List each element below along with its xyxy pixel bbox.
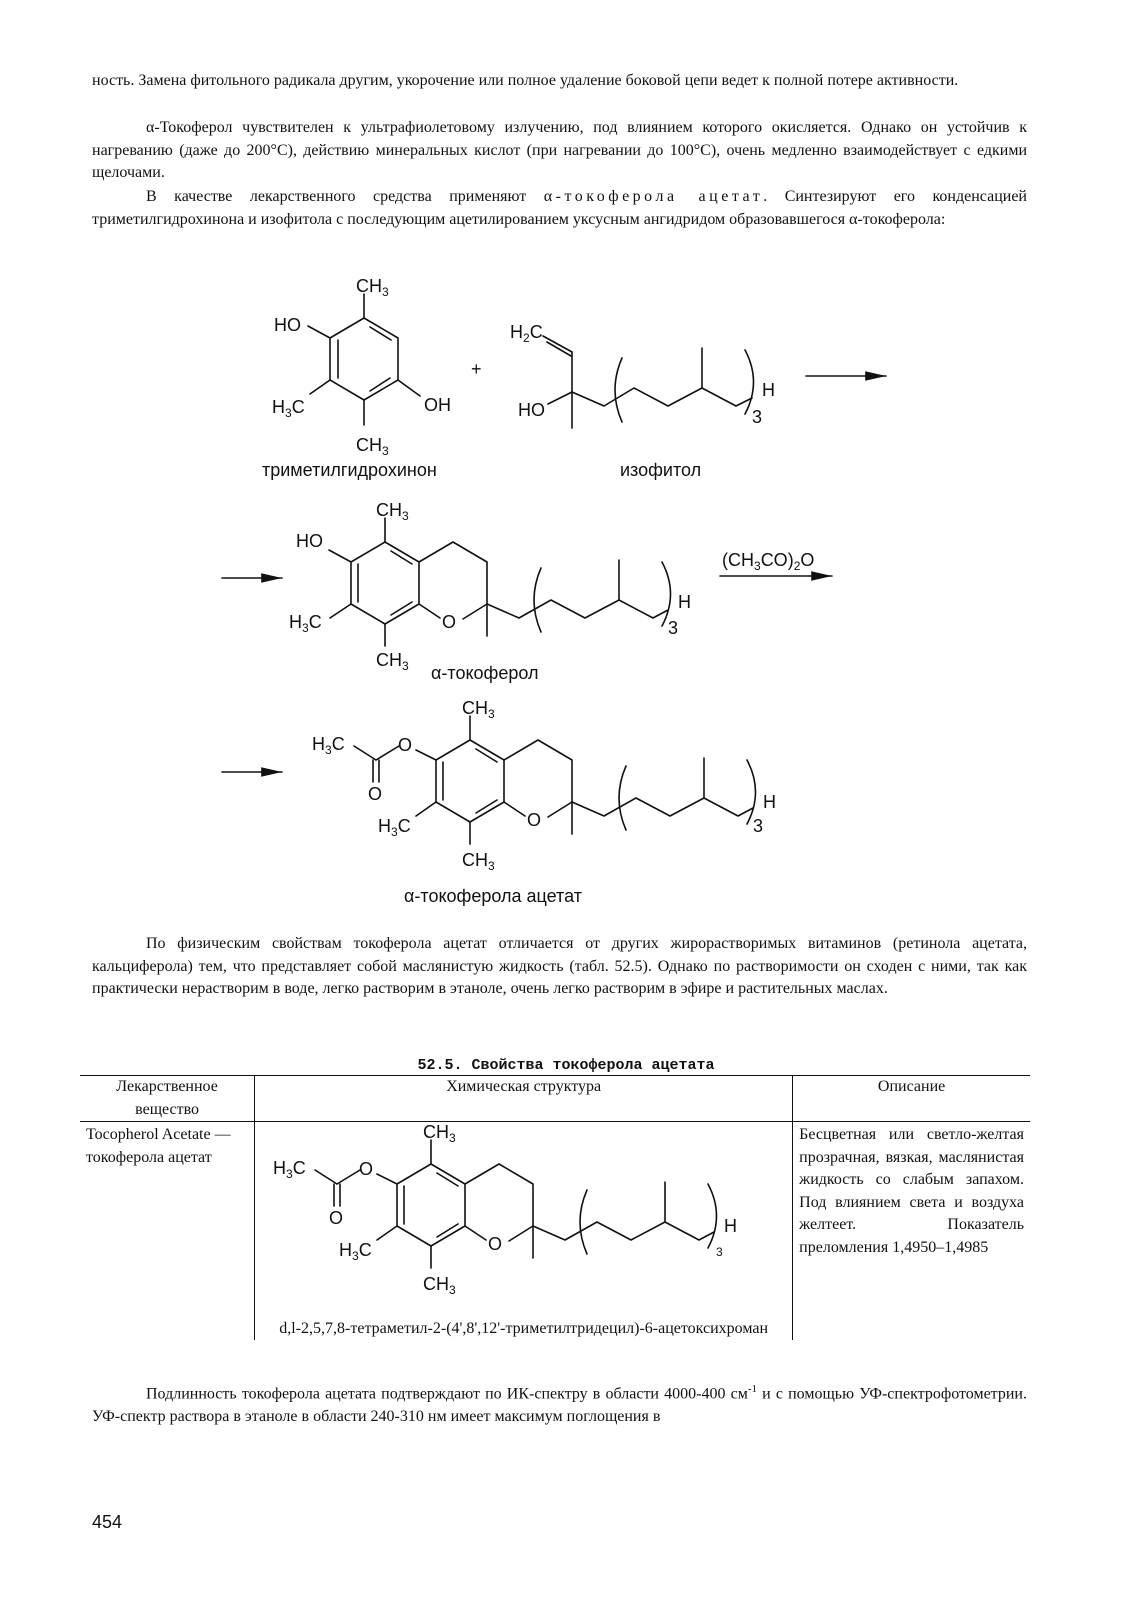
- paragraph-3-end: . Синтезируют его конденсацией триметилгидрохинона и изофитола с последующим ацетилированием уксусным ангидридом образовавшегося α-токоферола:: [92, 188, 1027, 228]
- reagent-acetic-anhydride: $(CH_3CO)_2O$: [722, 550, 815, 573]
- svg-text:CH3: $CH_3$: [356, 276, 389, 299]
- cell-description: Бесцветная или светло-желтая прозрачная, вязкая, маслянистая жидкость со слабым запахом. Под влиянием света и воздуха желтеет. Показатель преломления 1,4950–1,4985: [793, 1122, 1030, 1341]
- synthesis-scheme: [0, 270, 1132, 930]
- structure-caption: d,l-2,5,7,8-тетраметил-2-(4',8',12'-триметилтридецил)-6-ацетоксихроман: [279, 1320, 769, 1337]
- cm-superscript: -1: [747, 1383, 758, 1395]
- svg-text:HO: HO: [518, 400, 545, 420]
- paragraph-3-start: В качестве лекарственного средства применяют: [146, 188, 544, 205]
- cell-structure: [255, 1122, 793, 1341]
- table-header-row: [80, 1076, 1030, 1122]
- label-isophytol: изофитол: [620, 460, 702, 480]
- svg-text:H3C: $H_3C$: [378, 816, 411, 839]
- svg-text:H2C: $H_2C$: [510, 322, 543, 345]
- table-row: [80, 1122, 1030, 1341]
- svg-text:O: O: [368, 784, 383, 804]
- svg-text:H3C: $H_3C$: [273, 1158, 306, 1181]
- svg-text:3: 3: [752, 407, 763, 427]
- tocopherol-acetate-structure: [312, 698, 776, 906]
- paragraph-5-start: Подлинность токоферола ацетата подтверждают по ИК-спектру в области 4000-400 см: [146, 1385, 748, 1403]
- paragraph-2: α-Токоферол чувствителен к ультрафиолетовому излучению, под влиянием которого окисляется. Однако он устойчив к нагреванию (даже до 200°С), действию минеральных кислот (при нагревании до 100°С), очень медленно взаимодействует с едкими щелочами.: [92, 119, 1027, 181]
- svg-text:O: O: [359, 1159, 374, 1179]
- svg-text:O: O: [329, 1208, 344, 1228]
- svg-text:3: 3: [668, 618, 679, 638]
- svg-text:H: H: [762, 380, 775, 400]
- trimethylhydroquinone-structure: [262, 276, 451, 480]
- label-trimethylhydroquinone: триметилгидрохинон: [262, 460, 437, 480]
- label-tocopherol: α-токоферол: [431, 663, 539, 683]
- svg-text:CH3: $CH_3$: [462, 698, 495, 721]
- svg-text:CH3: $CH_3$: [423, 1122, 456, 1145]
- svg-text:CH3: $CH_3$: [462, 850, 495, 873]
- svg-text:O: O: [398, 735, 413, 755]
- label-tocopherol-acetate: α-токоферола ацетат: [404, 886, 582, 906]
- svg-text:O: O: [488, 1234, 503, 1254]
- svg-text:H3C: $H_3C$: [339, 1240, 372, 1263]
- svg-text:H3C: $H_3C$: [289, 612, 322, 635]
- cell-substance-name: Tocopherol Acetate — токоферола ацетат: [86, 1126, 231, 1166]
- paragraph-3: [92, 186, 1027, 231]
- page-number: 454: [92, 1512, 123, 1532]
- paragraph-5: [92, 1378, 1027, 1428]
- paragraph-1: ность. Замена фитольного радикала другим, укорочение или полное удаление боковой цепи ведет к полной потере активности.: [92, 72, 959, 89]
- svg-text:3: 3: [753, 816, 764, 836]
- plus-sign: +: [471, 359, 482, 379]
- svg-text:H: H: [678, 592, 691, 612]
- table-structure-drawing: [261, 1122, 786, 1318]
- header-substance: Лекарственное вещество: [80, 1076, 255, 1122]
- svg-text:3: 3: [716, 1245, 723, 1259]
- drug-name-spaced: α-токоферола ацетат: [543, 188, 764, 205]
- svg-text:H: H: [724, 1216, 738, 1236]
- tocopherol-structure: [289, 500, 691, 683]
- table-title: 52.5. Свойства токоферола ацетата: [417, 1057, 715, 1074]
- svg-text:HO: HO: [274, 315, 301, 335]
- svg-text:O: O: [527, 810, 542, 830]
- svg-text:H3C: $H_3C$: [272, 397, 305, 420]
- svg-text:CH3: $CH_3$: [376, 650, 409, 673]
- svg-text:H3C: $H_3C$: [312, 734, 345, 757]
- svg-text:H: H: [763, 792, 776, 812]
- paragraph-5-end: и с помощью УФ-спектрофотометрии. УФ-спектр раствора в этаноле в области 240-310 нм имеет максимум поглощения в: [92, 1385, 1027, 1425]
- svg-text:CH3: $CH_3$: [423, 1274, 456, 1297]
- svg-text:OH: OH: [424, 395, 451, 415]
- svg-text:CH3: $CH_3$: [376, 500, 409, 523]
- isophytol-structure: [510, 322, 775, 480]
- properties-table: [80, 1075, 1030, 1340]
- paragraph-4: По физическим свойствам токоферола ацетат отличается от других жирорастворимых витаминов (ретинола ацетата, кальциферола) тем, что представляет собой маслянистую жидкость (табл. 52.5). Однако по растворимости он сходен с ними, так как практически нерастворим в воде, легко растворим в этаноле, очень легко растворим в эфире и растительных маслах.: [92, 935, 1027, 997]
- svg-text:O: O: [442, 612, 457, 632]
- svg-text:CH3: $CH_3$: [356, 435, 389, 458]
- header-structure: Химическая структура: [255, 1076, 793, 1122]
- svg-text:HO: HO: [296, 531, 323, 551]
- header-description: Описание: [793, 1076, 1030, 1122]
